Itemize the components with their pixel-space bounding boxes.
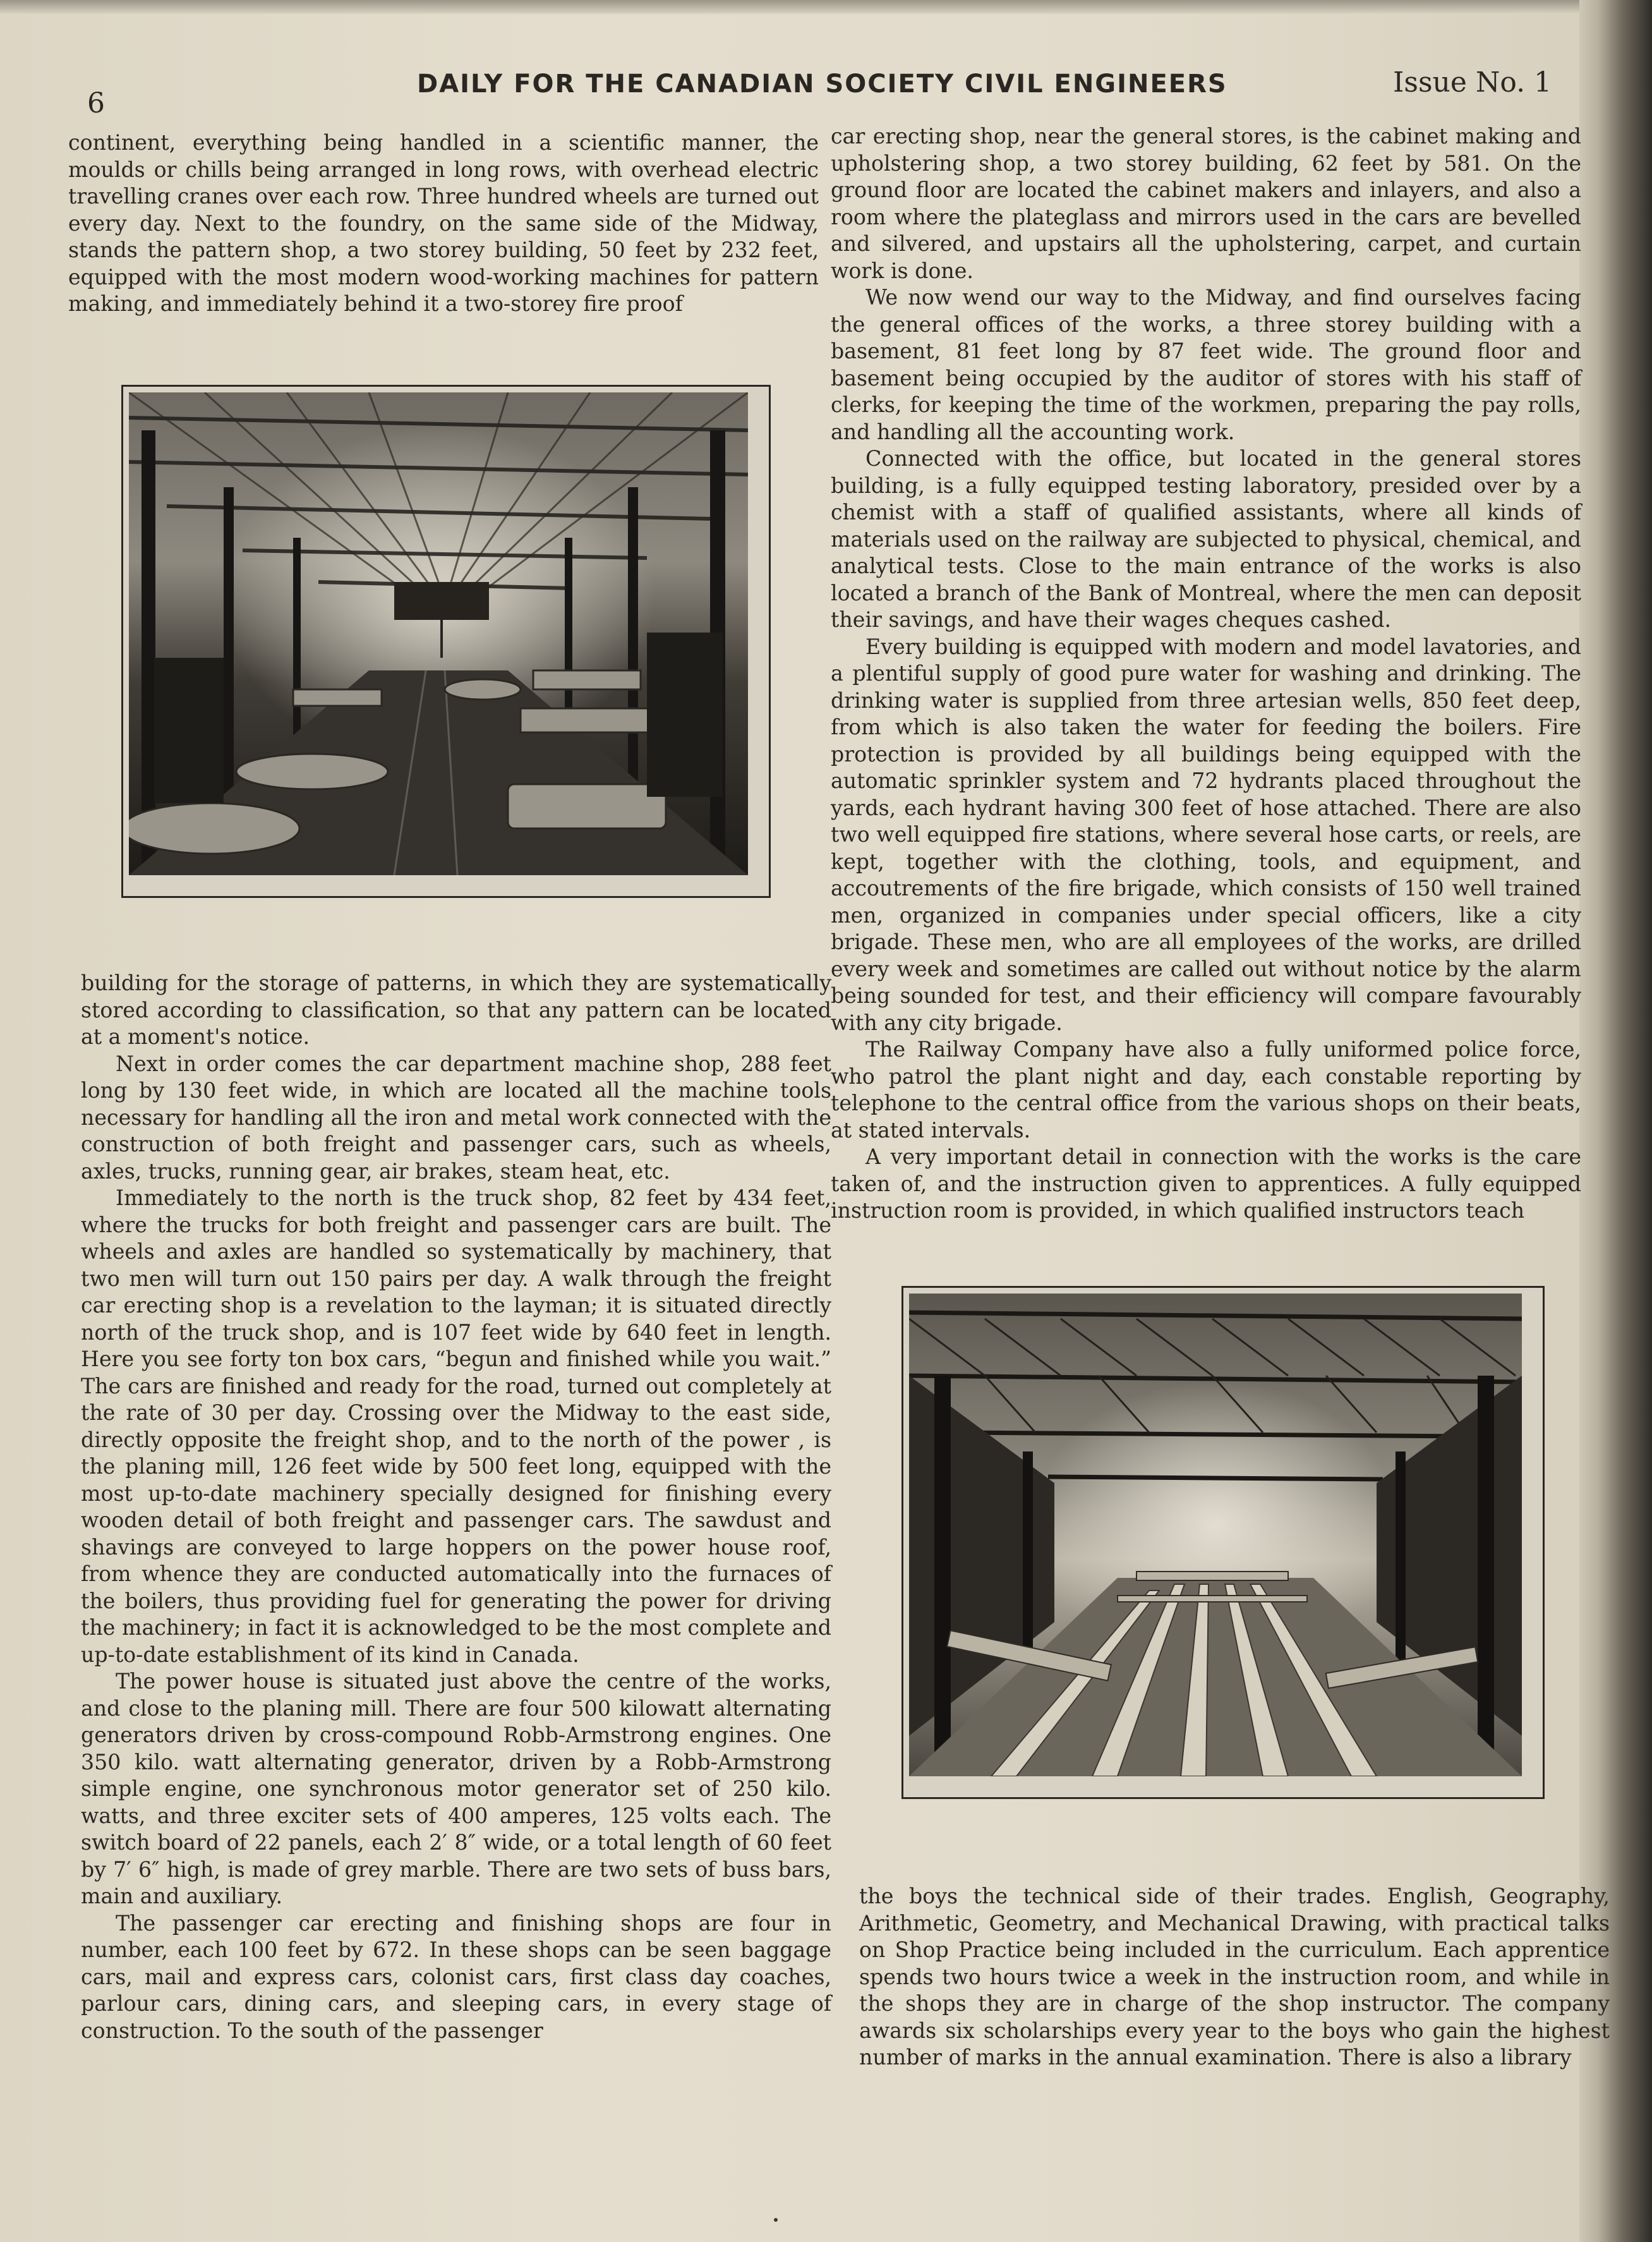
erecting-shop-photo: [901, 1286, 1545, 1799]
paragraph: A very important detail in connection with the works is the care taken of, and the instruction given to apprentices. A fully equipped instruction room is provided, in which qualified instructors teach: [831, 1144, 1581, 1223]
right-column-bottom: [859, 1883, 1610, 2092]
paragraph: The Railway Company have also a fully uniformed police force, who patrol the plant night and day, each constable reporting by telephone to the central office from the various shops on their beats, at stated intervals.: [831, 1037, 1581, 1142]
paragraph: Next in order comes the car department machine shop, 288 feet long by 130 feet wide, in which are located all the machine tools necessary for handling all the iron and metal work connected with the construction of both freight and passenger cars, such as wheels, axles, trucks, running gear, air brakes, steam heat, etc.: [81, 1051, 831, 1184]
paragraph: building for the storage of patterns, in which they are systematically stored according to classification, so that any pattern can be located at a moment's notice.: [81, 971, 831, 1049]
paragraph: Connected with the office, but located in the general stores building, is a fully equipped testing laboratory, presided over by a chemist with a staff of qualified assistants, where all kinds of materials used on the railway are subjected to physical, chemical, and analytical tests. Close to the main entrance of the works is also located a branch of the Bank of Montreal, where the men can deposit their savings, and have their wages cheques cashed.: [831, 446, 1581, 632]
page-header: [82, 63, 1552, 119]
journal-title: DAILY FOR THE CANADIAN SOCIETY CIVIL ENGINEERS: [417, 70, 1227, 99]
issue-number: Issue No. 1: [1393, 66, 1552, 99]
paragraph: continent, everything being handled in a scientific manner, the moulds or chills being arranged in long rows, with overhead electric travelling cranes over each row. Three hundred wheels are turned out every day. Next to the foundry, on the same side of the Midway, stands the pattern shop, a two storey building, 50 feet by 232 feet, equipped with the most modern wood-working machines for pattern making, and immediately behind it a two-storey fire proof: [68, 130, 819, 316]
paragraph: We now wend our way to the Midway, and find ourselves facing the general offices of the works, a three storey building with a basement, 81 feet long by 87 feet wide. The ground floor and basement being occupied by the auditor of stores with his staff of clerks, for keeping the time of the workmen, preparing the pay rolls, and handling all the accounting work.: [831, 285, 1581, 444]
ink-speck: [774, 2218, 778, 2222]
right-column-top: [831, 123, 1581, 1254]
paragraph: car erecting shop, near the general stores, is the cabinet making and upholstering shop, a two storey building, 62 feet by 581. On the ground floor are located the cabinet makers and inlayers, and also a room where the plateglass and mirrors used in the cars are bevelled and silvered, and upstairs all the upholstering, carpet, and curtain work is done.: [831, 124, 1581, 283]
left-column-bottom: [81, 970, 831, 2107]
page-number: 6: [87, 87, 105, 119]
paragraph: Immediately to the north is the truck shop, 82 feet by 434 feet, where the trucks for both freight and passenger cars are built. The wheels and axles are handled so systematically by machinery, that two men will turn out 150 pairs per day. A walk through the freight car erecting shop is a revelation to the layman; it is situated directly north of the truck shop, and is 107 feet wide by 640 feet in length. Here you see forty ton box cars, “begun and finished while you wait.” The cars are finished and ready for the road, turned out completely at the rate of 30 per day. Crossing over the Midway to the east side, directly opposite the freight shop, and to the north of the power , is the planing mill, 126 feet wide by 500 feet long, equipped with the most up-to-date machinery specially designed for finishing every wooden detail of both freight and passenger cars. The sawdust and shavings are conveyed to large hoppers on the power house roof, from whence they are conducted automatically into the furnaces of the boilers, thus providing fuel for generating the power for driving the machinery; in fact it is acknowledged to be the most complete and up-to-date establishment of its kind in Canada.: [81, 1185, 831, 1667]
paragraph: Every building is equipped with modern and model lavatories, and a plentiful supply of good pure water for washing and drinking. The drinking water is supplied from three artesian wells, 850 feet deep, from which is also taken the water for feeding the boilers. Fire protection is provided by all buildings being equipped with the automatic sprinkler system and 72 hydrants placed throughout the yards, each hydrant having 300 feet of hose attached. There are also two well equipped fire stations, where several hose carts, or reels, are kept, together with the clothing, tools, and equipment, and accoutrements of the fire brigade, which consists of 150 well trained men, organized in companies under special officers, like a city brigade. These men, who are all employees of the works, are drilled every week and sometimes are called out without notice by the alarm being sounded for test, and their efficiency will compare favourably with any city brigade.: [831, 634, 1581, 1035]
paragraph: the boys the technical side of their trades. English, Geography, Arithmetic, Geometry, and Mechanical Drawing, with practical talks on Shop Practice being included in the curriculum. Each apprentice spends two hours twice a week in the instruction room, and while in the shops they are in charge of the shop instructor. The company awards six scholarships every year to the boys who gain the highest number of marks in the annual examination. There is also a library: [859, 1884, 1610, 2069]
left-column-top: [68, 130, 819, 338]
foundry-photo: [121, 385, 771, 898]
paragraph: The power house is situated just above the centre of the works, and close to the planing mill. There are four 500 kilowatt alternating generators driven by cross-compound Robb-Armstrong engines. One 350 kilo. watt alternating generator, driven by a Robb-Armstrong simple engine, one synchronous motor generator set of 250 kilo. watts, and three exciter sets of 400 amperes, 125 volts each. The switch board of 22 panels, each 2′ 8″ wide, or a total length of 60 feet by 7′ 6″ high, is made of grey marble. There are two sets of buss bars, main and auxiliary.: [81, 1669, 831, 1908]
page-top-shadow: [0, 0, 1605, 14]
paragraph: The passenger car erecting and finishing shops are four in number, each 100 feet by 672. In these shops can be seen baggage cars, mail and express cars, colonist cars, first class day coaches, parlour cars, dining cars, and sleeping cars, in every stage of construction. To the south of the passenger: [81, 1910, 831, 2043]
